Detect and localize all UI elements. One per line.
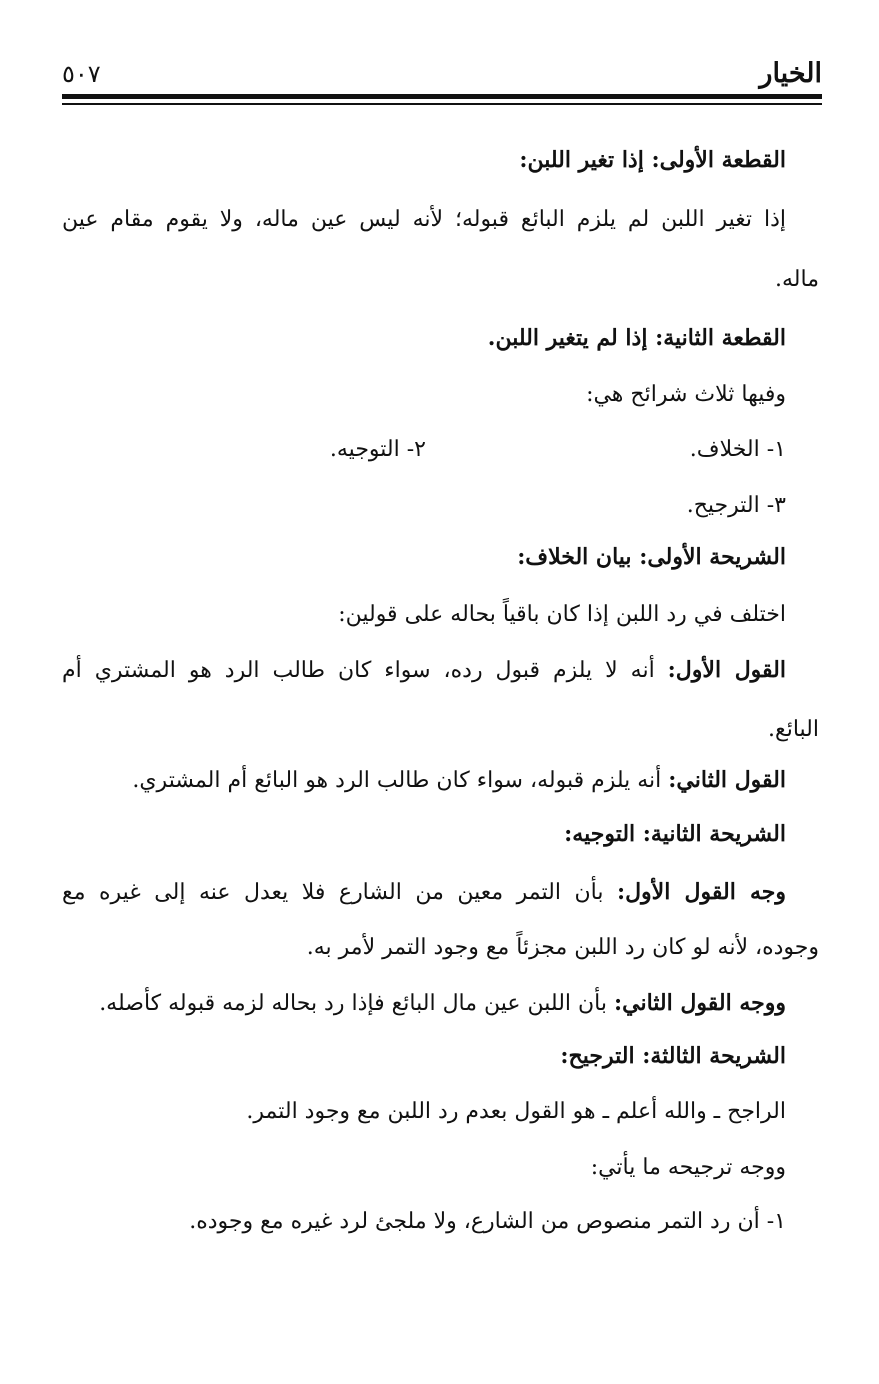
header-rule-thin xyxy=(62,103,822,105)
term-label: ووجه القول الثاني: xyxy=(614,990,786,1016)
paragraph-line: وجه القول الأول: بأن التمر معين من الشارع فلا يعدل عنه إلى غيره مع xyxy=(62,879,786,905)
paragraph-line: ماله. xyxy=(775,267,819,292)
term-label: القول الثاني: xyxy=(668,767,786,793)
subsection-heading-2: الشريحة الثانية: التوجيه: xyxy=(564,821,786,847)
paragraph-line: اختلف في رد اللبن إذا كان باقياً بحاله على قولين: xyxy=(338,602,786,627)
section-heading-2: القطعة الثانية: إذا لم يتغير اللبن. xyxy=(487,325,786,351)
header-rule-thick xyxy=(62,94,822,99)
running-title: الخيار xyxy=(759,58,822,89)
list-item: ٢- التوجيه. xyxy=(329,437,426,462)
paragraph-line: القول الأول: أنه لا يلزم قبول رده، سواء كان طالب الرد هو المشتري أم xyxy=(62,657,786,683)
list-item: ١- الخلاف. xyxy=(689,437,786,462)
paragraph-line: ووجه القول الثاني: بأن اللبن عين مال البائع فإذا رد بحاله لزمه قبوله كأصله. xyxy=(99,990,786,1016)
paragraph-line: إذا تغير اللبن لم يلزم البائع قبوله؛ لأنه ليس عين ماله، ولا يقوم مقام عين xyxy=(62,207,786,232)
paragraph-line: البائع. xyxy=(768,717,819,742)
paragraph-line: وفيها ثلاث شرائح هي: xyxy=(586,382,786,407)
page-number: ٥٠٧ xyxy=(62,60,101,88)
page-header xyxy=(62,60,822,88)
subsection-heading-1: الشريحة الأولى: بيان الخلاف: xyxy=(517,544,786,570)
section-heading-1: القطعة الأولى: إذا تغير اللبن: xyxy=(519,147,786,173)
list-item: ٣- الترجيح. xyxy=(686,493,786,518)
paragraph-line: الراجح ـ والله أعلم ـ هو القول بعدم رد اللبن مع وجود التمر. xyxy=(246,1099,786,1124)
term-label: وجه القول الأول: xyxy=(616,879,786,905)
paragraph-line: وجوده، لأنه لو كان رد اللبن مجزئاً مع وجود التمر لأمر به. xyxy=(306,935,819,960)
paragraph-line: ووجه ترجيحه ما يأتي: xyxy=(590,1155,786,1180)
paragraph-line: القول الثاني: أنه يلزم قبوله، سواء كان طالب الرد هو البائع أم المشتري. xyxy=(132,767,786,793)
term-label: القول الأول: xyxy=(667,657,786,683)
list-item: ١- أن رد التمر منصوص من الشارع، ولا ملجئ لرد غيره مع وجوده. xyxy=(189,1209,786,1234)
subsection-heading-3: الشريحة الثالثة: الترجيح: xyxy=(560,1043,786,1069)
